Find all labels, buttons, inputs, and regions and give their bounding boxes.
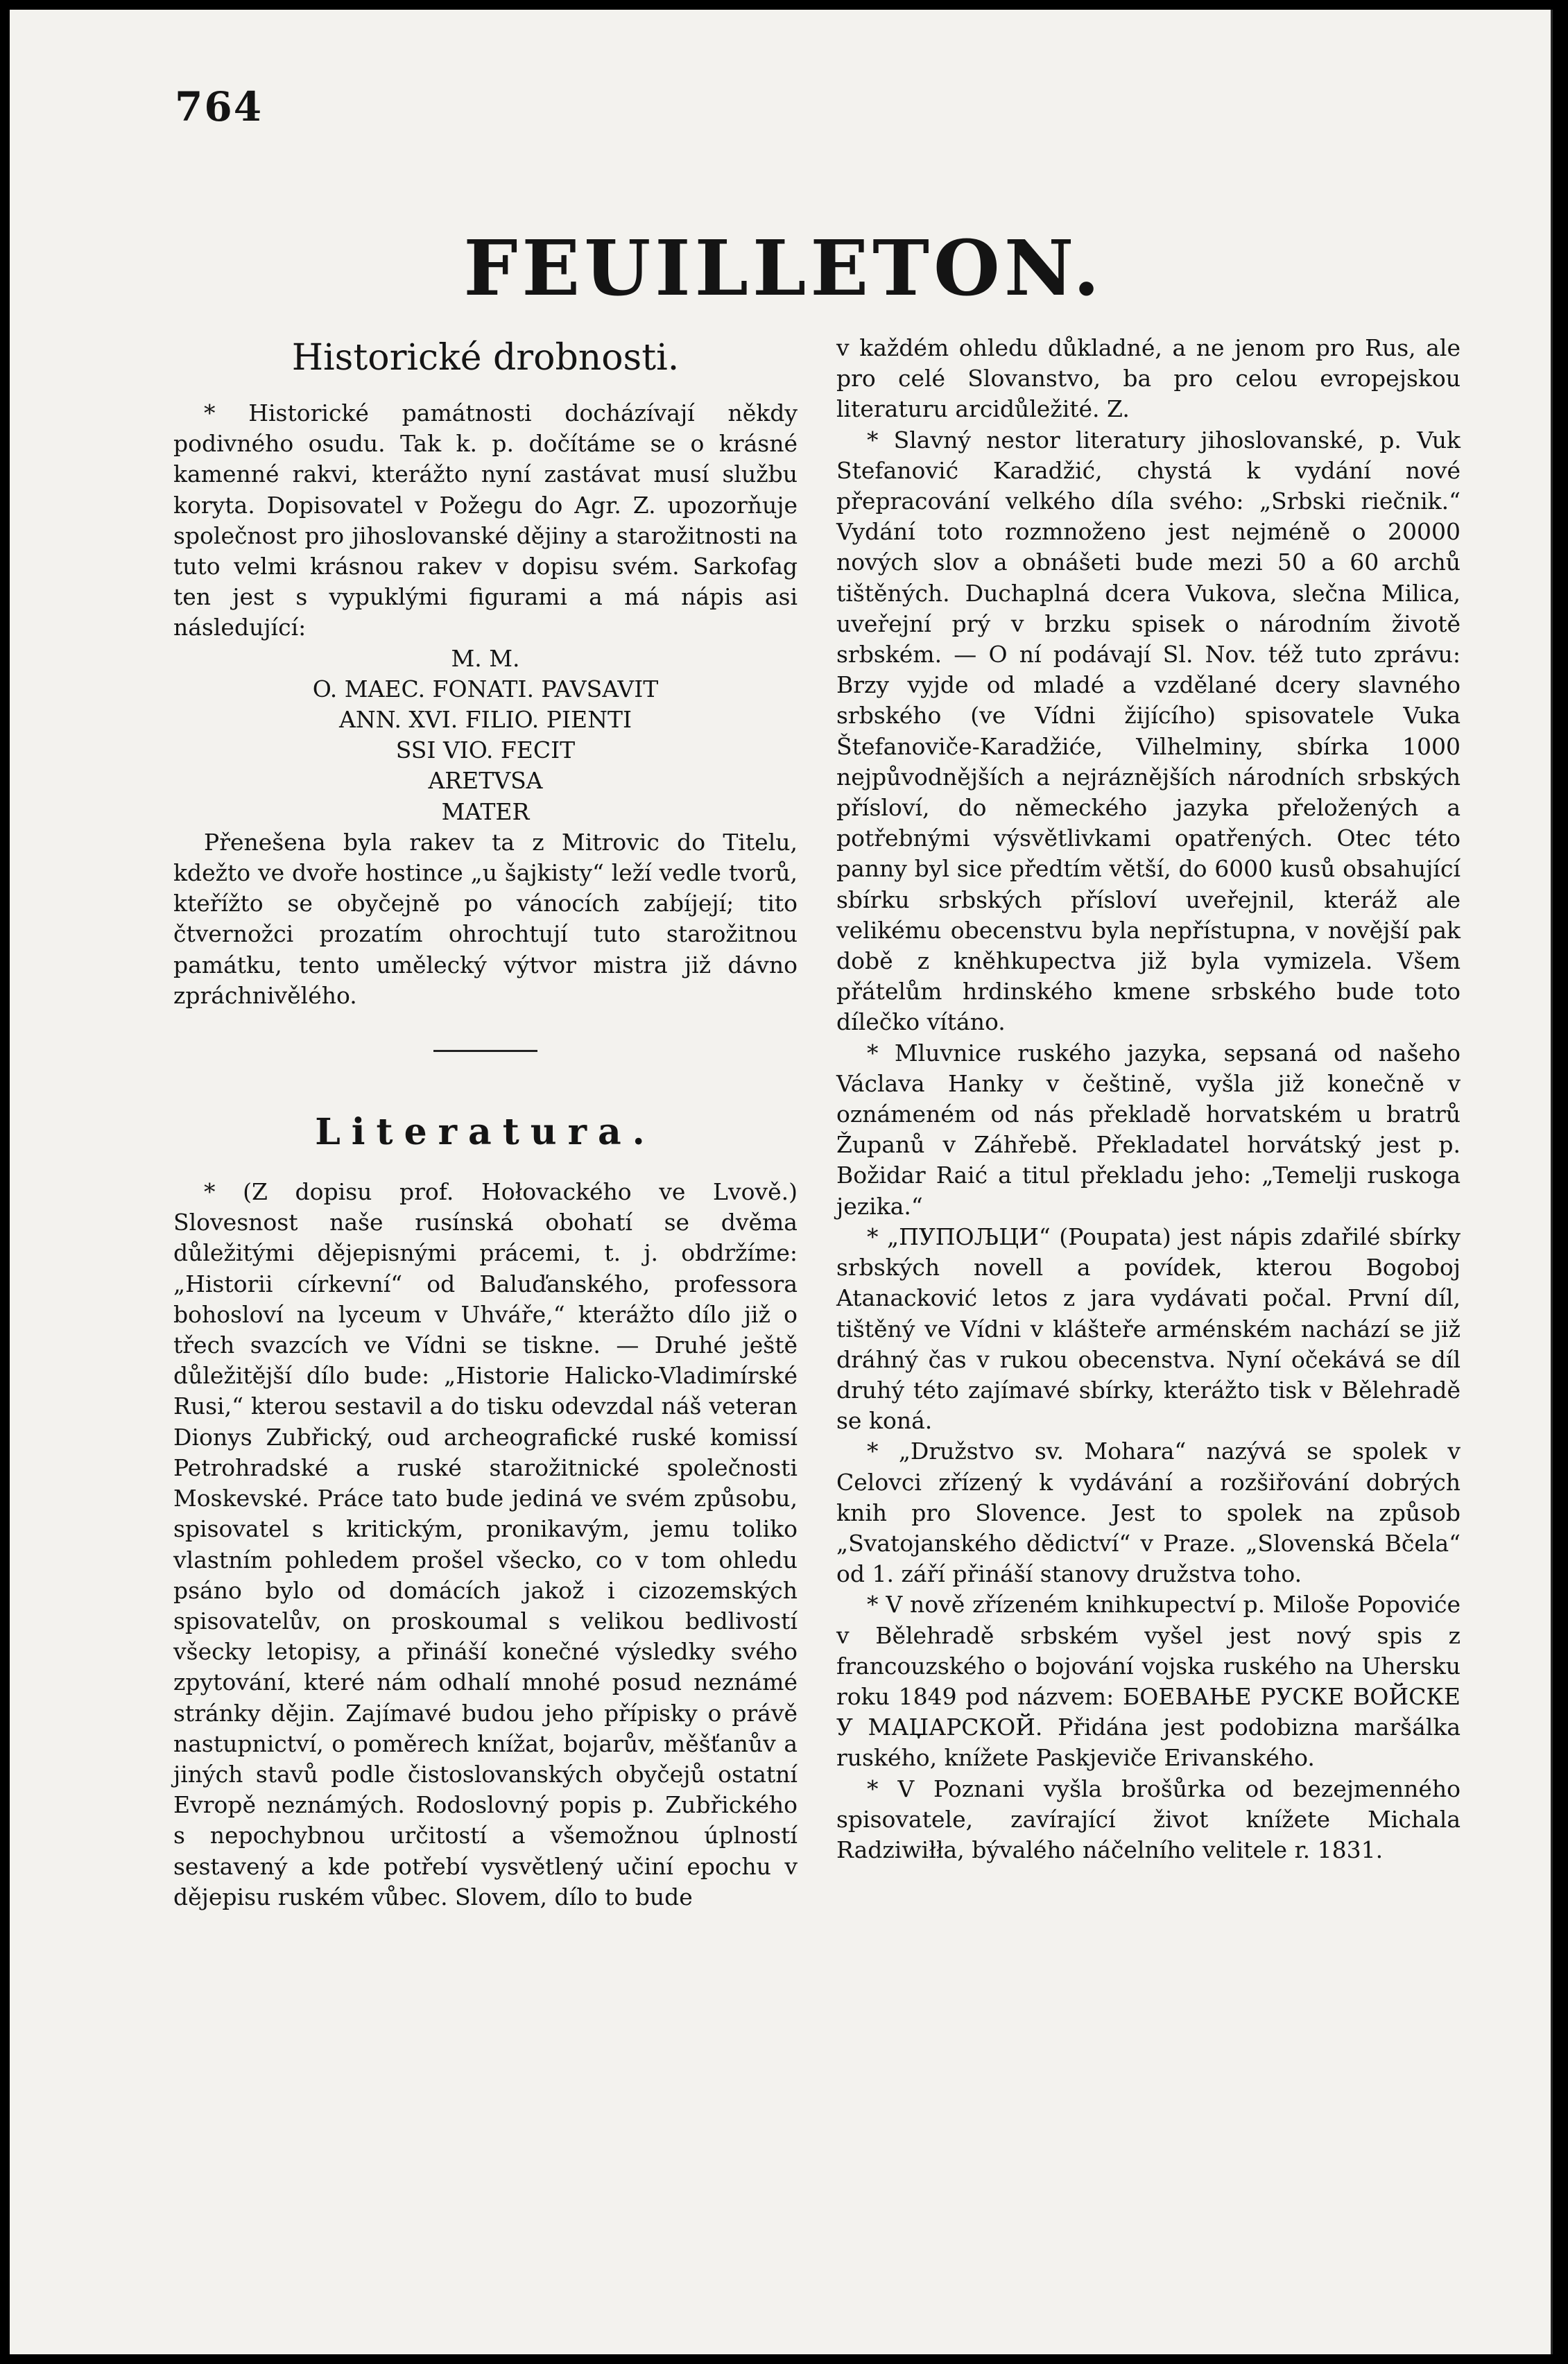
article-paragraph: * „ПУПОЉЦИ“ (Poupata) jest nápis zdařilé sbírky srbských novell a povídek, kterou Bogoboj Atanacković letos z jara vydávati počal. První díl, tištěný ve Vídni v klášteře arménském nachází se již dráhný čas v rukou obecenstva. Nyní očekává se díl druhý této zajímavé sbírky, kterážto tisk v Bělehradě se koná. bbox=[836, 1223, 1461, 1435]
article-paragraph: * V Poznani vyšla brošůrka od bezejmenného spisovatele, zavírající život knížete Michala Radziwiłła, bývalého náčelního velitele r. 1831. bbox=[836, 1775, 1461, 1863]
section-divider bbox=[433, 1050, 537, 1052]
inscription-line: M. M. bbox=[451, 644, 520, 672]
inscription-line: ARETVSA bbox=[428, 767, 543, 795]
article-paragraph: Přenešena byla rakev ta z Mitrovic do Titelu, kdežto ve dvoře hostince „u šajkisty“ leží vedle tvorů, kteřížto se obyčejně po vánocích zabíjejí; tito čtvernožci prozatím ohrochtují tuto starožitnou památku, tento umělecký výtvor mistra již dávno zpráchnivělého. bbox=[173, 828, 798, 1009]
article-paragraph: * Slavný nestor literatury jihoslovanské, p. Vuk Stefanović Karadžić, chystá k vydání nové přepracování velkého díla svého: „Srbski riečnik.“ Vydání toto rozmnoženo jest nejméně o 20000 nových slov a obnášeti bude mezi 50 a 60 archů tištěných. Duchaplná dcera Vukova, slečna Milica, uveřejní prý v brzku spisek o národním životě srbském. — O ní podávají Sl. Nov. též tuto zprávu: Brzy vyjde od mladé a vzdělané dcery slavného srbského (ve Vídni žijícího) spisovatele Vuka Štefanoviče-Karadžiće, Vilhelminy, sbírka 1000 nejpůvodnějších a nejráznějších národních srbských přísloví, do německého jazyka přeložených a potřebnými výsvětlivkami opatřených. Otec této panny byl sice předtím větší, do 6000 kusů obsahující sbírku srbských přísloví uveřejnil, kteráž ale velikému obecenstvu byla nepřístupna, v novější pak době z kněhkupectva již byla vymizela. Všem přátelům hrdinského kmene srbského bude toto dílečko vítáno. bbox=[836, 426, 1461, 1036]
article-paragraph: * Historické památnosti docházívají někdy podivného osudu. Tak k. p. dočítáme se o krásné kamenné rakvi, kterážto nyní zastávat musí službu koryta. Dopisovatel v Požegu do Agr. Z. upozorňuje společnost pro jihoslovanské dějiny a starožitnosti na tuto velmi krásnou rakev v dopisu svém. Sarkofag ten jest s vypuklými figurami a má nápis asi následující: bbox=[173, 399, 798, 641]
inscription-line: MATER bbox=[441, 797, 530, 825]
section-masthead: FEUILLETON. bbox=[463, 223, 1104, 313]
inscription-line: ANN. XVI. FILIO. PIENTI bbox=[338, 706, 632, 734]
article-heading: Historické drobnosti. bbox=[291, 337, 680, 379]
left-column bbox=[173, 333, 798, 1913]
inscription-line: SSI VIO. FECIT bbox=[395, 736, 576, 764]
latin-inscription bbox=[173, 644, 798, 827]
inscription-line: O. MAEC. FONATI. PAVSAVIT bbox=[312, 675, 659, 702]
article-paragraph: * V nově zřízeném knihkupectví p. Miloše Popoviće v Bělehradě srbském vyšel jest nový spis z francouzského o bojování vojska ruského na Uhersku roku 1849 pod názvem: БОЕВАЊЕ РУСКЕ ВОЙСКЕ У МАЏАРСКОЙ. Přidána jest podobizna maršálka ruského, knížete Paskjeviče Erivanského. bbox=[836, 1591, 1461, 1772]
article-paragraph: v každém ohledu důkladné, a ne jenom pro Rus, ale pro celé Slovanstvo, ba pro celou evropejskou literaturu arcidůležité. Z. bbox=[836, 334, 1461, 423]
right-column bbox=[836, 333, 1461, 1865]
article-paragraph: * (Z dopisu prof. Hołovackého ve Lvově.) Slovesnost naše rusínská obohatí se dvěma důležitými dějepisnými prácemi, t. j. obdržíme: „Historii církevní“ od Baluďanského, professora bohosloví na lyceum v Uhváře,“ kterážto dílo již o třech svazcích ve Vídni se tiskne. — Druhé ještě důležitější dílo bude: „Historie Halicko-Vladimírské Rusi,“ kterou sestavil a do tisku odevzdal náš veteran Dionys Zubřický, oud archeografické ruské komissí Petrohradské a ruské starožitnické společnosti Moskevské. Práce tato bude jediná ve svém způsobu, spisovatel s kritickým, pronikavým, jemu toliko vlastním pohledem prošel všecko, co v tom ohledu psáno bylo od domácích jakož i cizozemských spisovatelův, on proskoumal s velikou bedlivostí všecky letopisy, a přináší konečné výsledky svého zpytování, které nám odhalí mnohé posud neznámé stránky dějin. Zajímavé budou jeho přípisky o právě nastupnictví, o poměrech knížat, bojarův, měšťanův a jiných stavů podle čistoslovanských obyčejů ostatní Evropě neznámých. Rodoslovný popis p. Zubřického s nepochybnou určitostí a všemožnou úplností sestavený a kde potřebí vysvětlený učiní epochu v dějepisu ruském vůbec. Slovem, dílo to bude bbox=[173, 1178, 798, 1910]
article-paragraph: * Mluvnice ruského jazyka, sepsaná od našeho Václava Hanky v češtině, vyšla již konečně v oznámeném od nás překladě horvatském u bratrů Županů v Záhřebě. Překladatel horvátský jest p. Božidar Raić a titul překladu jeho: „Temelji ruskoga jezika.“ bbox=[836, 1039, 1461, 1220]
article-paragraph: * „Družstvo sv. Mohara“ nazývá se spolek v Celovci zřízený k vydávání a rozšiřování dobrých knih pro Slovence. Jest to spolek na způsob „Svatojanského dědictví“ v Praze. „Slovenská Bčela“ od 1. září přináší stanovy družstva toho. bbox=[836, 1438, 1461, 1588]
page-number: 764 bbox=[175, 83, 264, 130]
section-heading: Literatura. bbox=[315, 1111, 656, 1154]
